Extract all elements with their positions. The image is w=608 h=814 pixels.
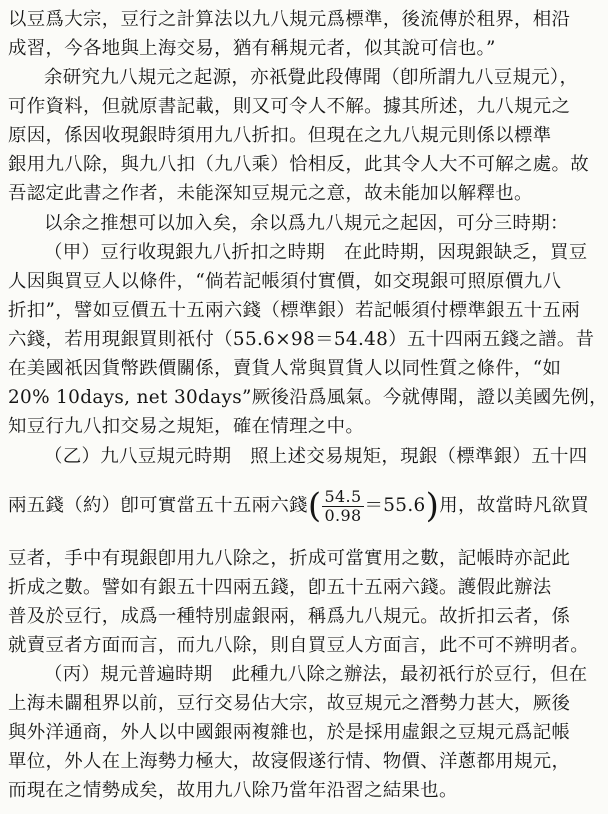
text-line: 人因與買豆人以條件，“倘若記帳須付實價，如交現銀可照原價九八 — [8, 271, 562, 292]
fraction — [322, 488, 363, 525]
text-line: 普及於豆行，成爲一種特別虛銀兩，稱爲九八規元。故折扣云者，係 — [8, 606, 571, 627]
text-line: 而現在之情勢成矣，故用九八除乃當年沿習之結果也。 — [8, 780, 458, 801]
text-line: 吾認定此書之作者，未能深知豆規元之意，故未能加以解釋也。 — [8, 183, 533, 204]
section-jia-heading-line: （甲）豆行收現銀九八折扣之時期 在此時期，因現銀缺乏，買豆 — [44, 242, 588, 263]
text-line: 銀用九八除，與九八扣（九八乘）恰相反，此其令人大不可解之處。故 — [8, 154, 589, 175]
text-line: 成習，今各地與上海交易，猶有稱規元者，似其說可信也。” — [8, 38, 496, 59]
text-line: 20% 10days, net 30days”厥後沿爲風氣。今就傳聞，證以美國先例， — [8, 387, 608, 408]
fraction-denominator: 0.98 — [324, 505, 362, 525]
text-line: 在美國祇因貨幣跌價關係，賣貨人常與買貨人以同性質之條件，“如 — [8, 358, 562, 379]
close-paren: ) — [425, 486, 440, 526]
section-yi-heading-line: （乙）九八豆規元時期 照上述交易規矩，現銀（標準銀）五十四 — [44, 446, 588, 467]
text-line: 折扣”，譬如豆價五十五兩六錢（標準銀）若記帳須付標準銀五十五兩 — [8, 300, 580, 321]
section-bing-heading-line: （丙）規元普遍時期 此種九八除之辦法，最初祇行於豆行，但在 — [44, 664, 588, 685]
formula-result: ＝55.6 — [364, 495, 426, 516]
text-line: 以豆爲大宗，豆行之計算法以九八規元爲標準，後流傳於租界，相沿 — [8, 9, 571, 30]
text-line: 折成之數。譬如有銀五十四兩五錢，卽五十五兩六錢。護假此辦法 — [8, 577, 552, 598]
text-line: 單位，外人在上海勢力極大，故寖假遂行情、物價、洋蔥都用規元， — [8, 751, 571, 772]
text-line: 六錢，若用現銀買則祇付（55.6×98＝54.48）五十四兩五錢之譜。昔 — [8, 329, 595, 350]
text-line: 知豆行九八扣交易之規矩，確在情理之中。 — [8, 416, 365, 437]
text-line: 與外洋通商，外人以中國銀兩複雜也，於是採用虛銀之豆規元爲記帳 — [8, 722, 571, 743]
text-line: 就賣豆者方面而言，而九八除，則自買豆人方面言，此不可不辨明者。 — [8, 635, 589, 656]
text-line: 上海未闢租界以前，豆行交易佔大宗，故豆規元之潛勢力甚大，厥後 — [8, 693, 571, 714]
text-line: 豆者，手中有現銀卽用九八除之，折成可當實用之數，記帳時亦記此 — [8, 548, 571, 569]
text-line: 原因，係因收現銀時須用九八折扣。但現在之九八規元則係以標準 — [8, 125, 552, 146]
text-line: 可作資料，但就原書記載，則又可令人不解。據其所述，九八規元之 — [8, 96, 571, 117]
paragraph-start-line: 余研究九八規元之起源，亦祇覺此段傳聞（卽所謂九八豆規元）， — [44, 67, 579, 88]
open-paren: ( — [307, 486, 322, 526]
fraction-numerator: 54.5 — [324, 486, 362, 506]
formula-lead-text: 兩五錢（約）卽可實當五十五兩六錢 — [8, 495, 308, 516]
formula-trail-text: 用，故當時凡欲買 — [439, 495, 590, 516]
paragraph-start-line: 以余之推想可以加入矣，余以爲九八規元之起因，可分三時期： — [44, 213, 569, 234]
formula-line — [8, 486, 590, 530]
